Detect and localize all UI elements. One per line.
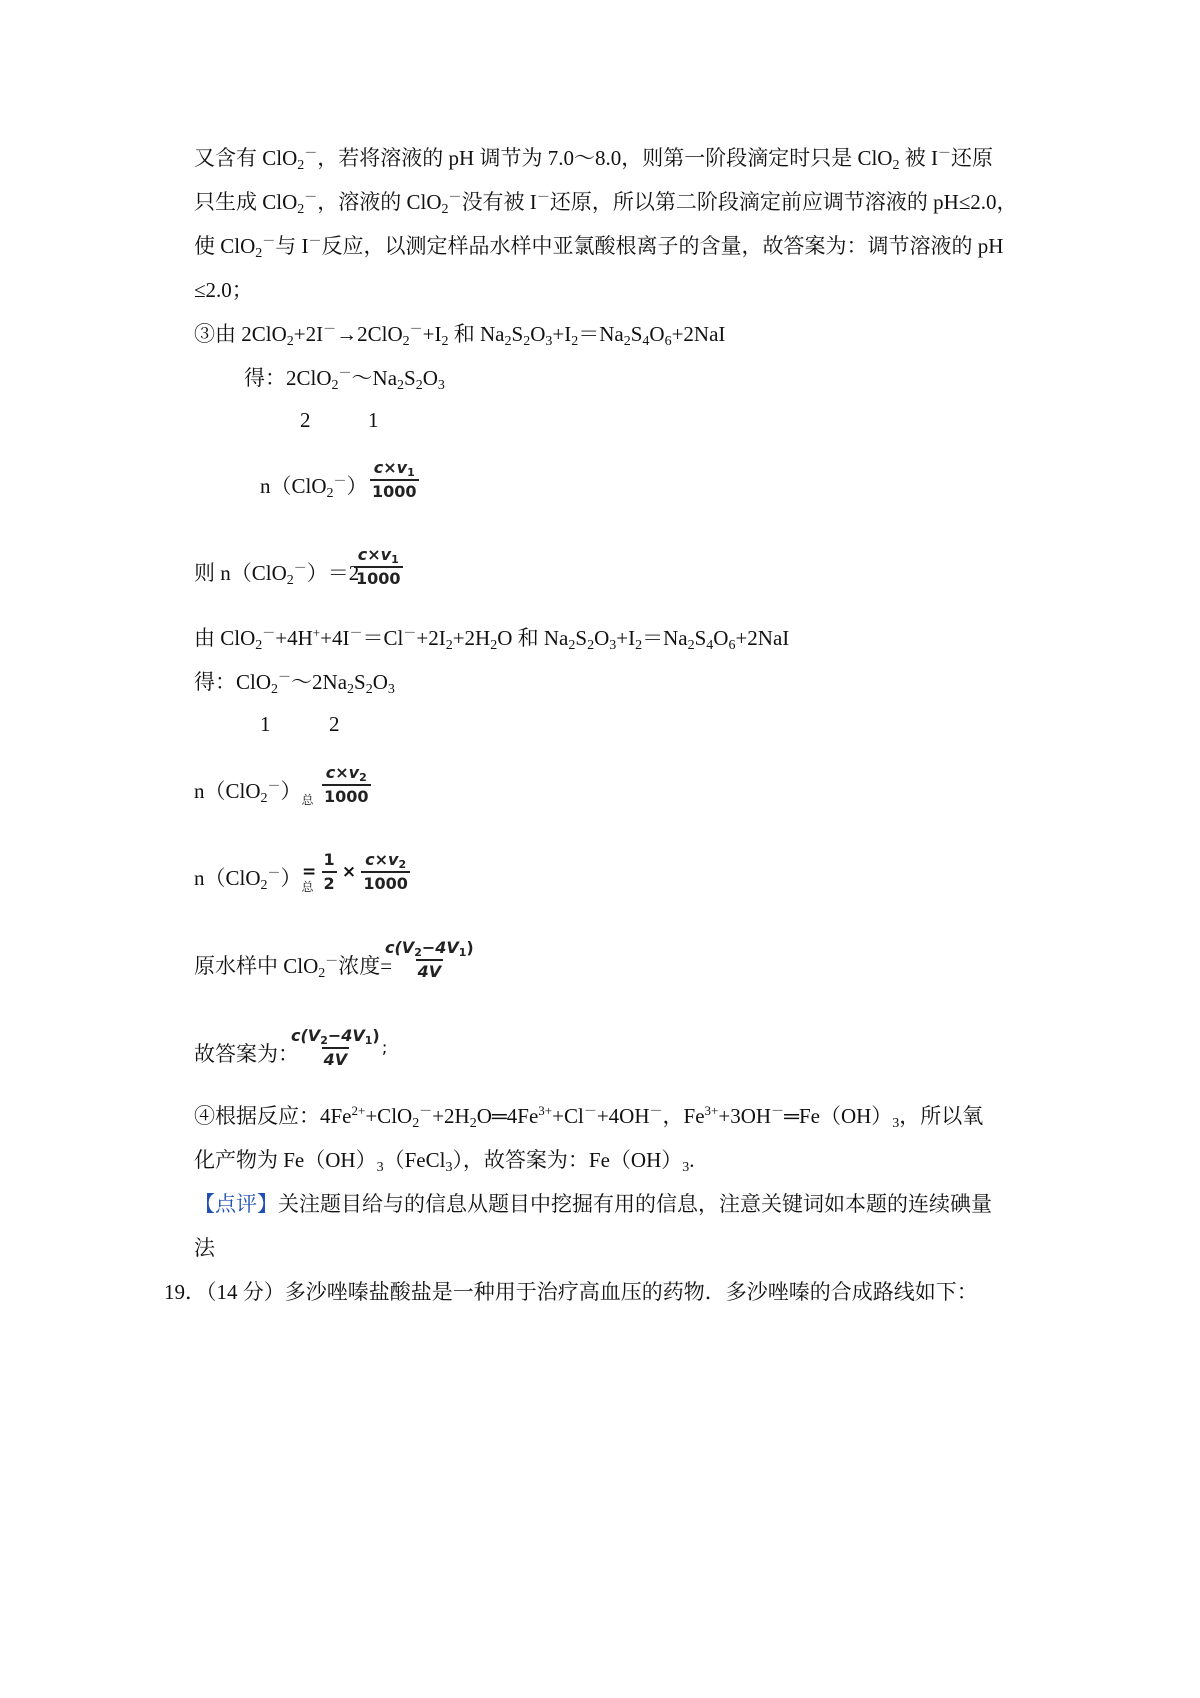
fraction-formula: $\frac{c(V_2-4V_1)}{4V}$ ; xyxy=(291,1026,388,1069)
text-line: 法 xyxy=(194,1236,215,1260)
fraction-formula: $\frac{c\times v_1}{1000}$ xyxy=(356,545,401,588)
comment-label: 【点评】 xyxy=(194,1192,278,1216)
text-line: ≤2.0； xyxy=(194,278,253,302)
coefficient: 1 xyxy=(368,408,379,432)
coefficient: 1 xyxy=(260,712,271,736)
fraction-formula: $\frac{c\times v_1}{1000}$ xyxy=(372,458,417,501)
fraction-formula: = $\frac{1}{2}$ × $\frac{c\times v_2}{1000}$ xyxy=(302,850,408,893)
equation-line: ④根据反应：$4Fe^{2+}+ClO_2^-+2H_2O═4Fe^{3+}+Cl^-+4OH^-$，$Fe^{3+}+3OH^-═Fe(OH)_3$，所以氧 xyxy=(194,1103,984,1131)
question-heading: 19．（14 分）多沙唑嗪盐酸盐是一种用于治疗高血压的药物．多沙唑嗪的合成路线如下： xyxy=(164,1280,978,1304)
text-line: $n(ClO_2^-)_总$ xyxy=(194,778,314,807)
text-line: n（ClO$_2$－） xyxy=(260,473,368,501)
text-line: 使 ClO$_2$－与 I－反应，以测定样品水样中亚氯酸根离子的含量，故答案为：调节溶液的 pH xyxy=(194,233,1004,261)
comment-line: 【点评】关注题目给与的信息从题目中挖掘有用的信息，注意关键词如本题的连续碘量 xyxy=(194,1192,992,1216)
ratio-line: 得：$ClO_2^-\sim 2Na_2S_2O_3$ xyxy=(194,669,395,697)
text-line: 原水样中 ClO$_2$－浓度= xyxy=(194,953,393,981)
text-line: 只生成 ClO$_2$－，溶液的 ClO$_2$－没有被 I－还原，所以第二阶段滴定前应调节溶液的 pH≤2.0， xyxy=(194,189,1018,217)
text-line: 故答案为： xyxy=(194,1042,299,1066)
fraction-formula: $\frac{c\times v_2}{1000}$ xyxy=(324,763,369,806)
text-line: 则 n（ClO$_2$－）＝2 xyxy=(194,560,360,588)
text-line: $n(ClO_2^-)_总$ xyxy=(194,865,314,894)
fraction-formula: $\frac{c(V_2-4V_1)}{4V}$ xyxy=(385,938,474,981)
equation-line: 由 $ClO_2^-+4H^++4I^-=Cl^-+2I_2+2H_2O$ 和 $Na_2S_2O_3+I_2=Na_2S_4O_6+2NaI$ xyxy=(194,625,790,653)
ratio-line: 得：$2ClO_2^-\sim Na_2S_2O_3$ xyxy=(244,365,445,393)
text-line: 又含有 ClO$_2$－，若将溶液的 pH 调节为 7.0～8.0，则第一阶段滴定时只是 ClO$_2$ 被 I－还原 xyxy=(194,145,993,173)
text-line: 化产物为 $Fe(OH)_3(FeCl_3)$，故答案为：$Fe(OH)_3$. xyxy=(194,1148,695,1175)
equation-line: ③由 $2ClO_2+2I^-\to 2ClO_2^-+I_2$ 和 $Na_2S_2O_3+I_2=Na_2S_4O_6+2NaI$ xyxy=(194,321,726,349)
coefficient: 2 xyxy=(300,408,311,432)
coefficient: 2 xyxy=(329,712,340,736)
